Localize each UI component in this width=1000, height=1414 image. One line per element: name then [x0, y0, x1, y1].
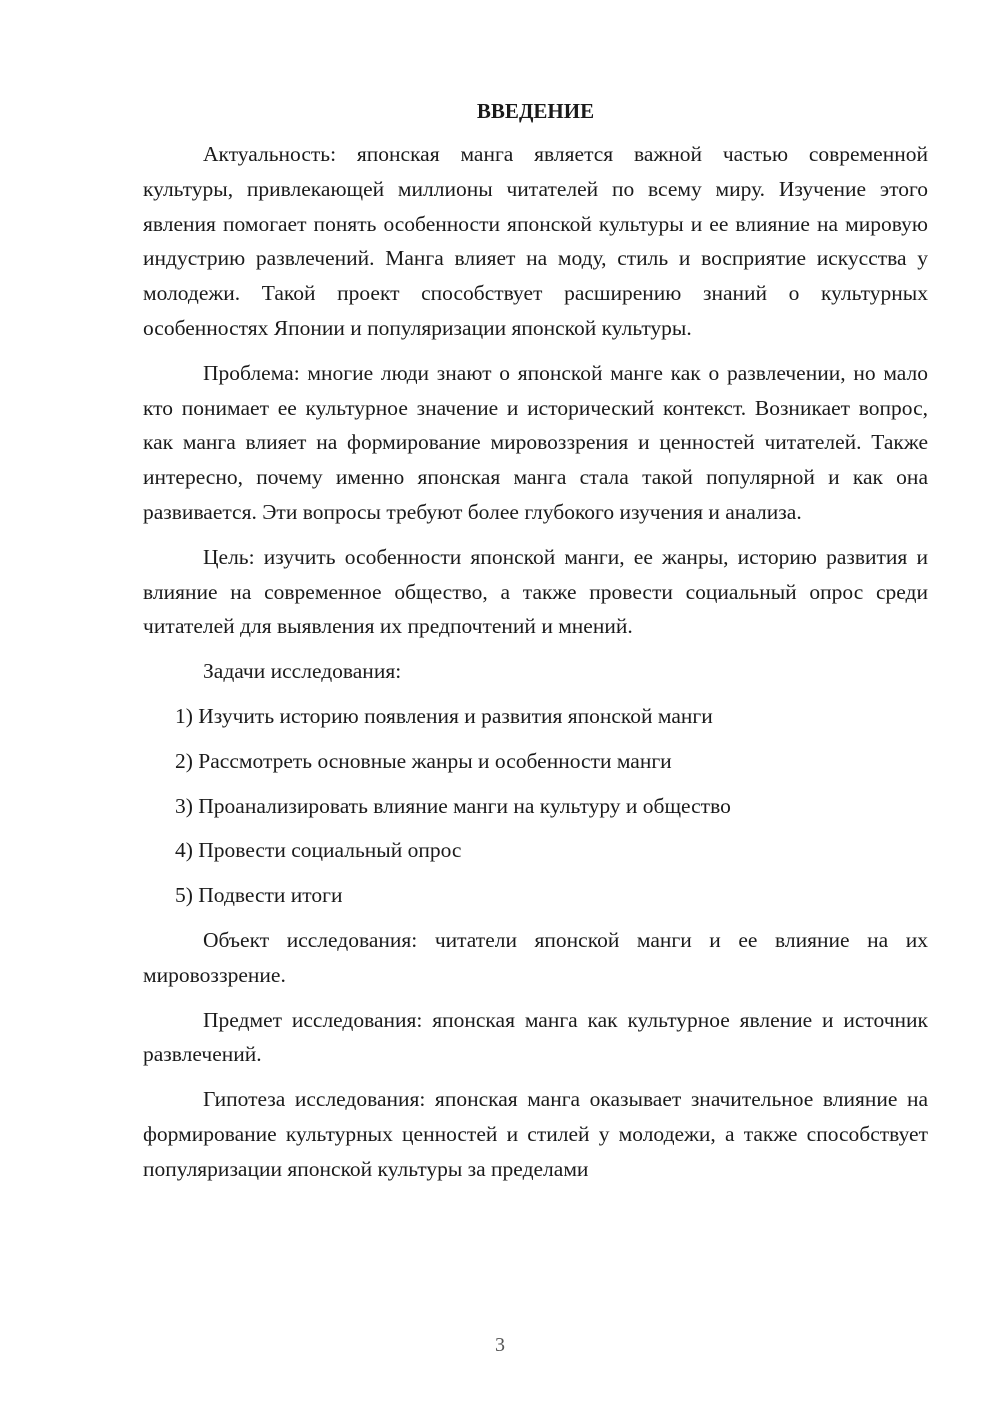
task-item: 4) Провести социальный опрос	[175, 838, 462, 863]
task-item: 2) Рассмотреть основные жанры и особенности манги	[175, 748, 672, 773]
task-item: 1) Изучить историю появления и развития японской манги	[175, 703, 713, 728]
paragraph-subject: Предмет исследования: японская манга как культурное явление и источник развлечений.	[143, 1007, 928, 1067]
paragraph-object: Объект исследования: читатели японской манги и ее влияние на их мировоззрение.	[143, 927, 928, 987]
paragraph-goal: Цель: изучить особенности японской манги, ее жанры, историю развития и влияние на современное общество, а также провести социальный опрос среди читателей для выявления их предпочтений и мнений.	[143, 544, 928, 639]
page-title: ВВЕДЕНИЕ	[476, 99, 595, 123]
task-item: 5) Подвести итоги	[175, 883, 343, 908]
document-page	[143, 96, 928, 1197]
page-number: 3	[495, 1334, 505, 1356]
tasks-heading: Задачи исследования:	[203, 659, 402, 684]
paragraph-hypothesis: Гипотеза исследования: японская манга оказывает значительное влияние на формирование культурных ценностей и стилей у молодежи, а также способствует популяризации японской культуры за пределами	[143, 1087, 928, 1181]
paragraph-problem: Проблема: многие люди знают о японской манге как о развлечении, но мало кто понимает ее культурное значение и исторический контекст. Возникает вопрос, как манга влияет на формирование мировоззрения и ценностей читателей. Также интересно, почему именно японская манга стала такой популярной и как она развивается. Эти вопросы требуют более глубокого изучения и анализа.	[143, 360, 928, 524]
task-item: 3) Проанализировать влияние манги на культуру и общество	[175, 793, 731, 818]
paragraph-relevance: Актуальность: японская манга является важной частью современной культуры, привлекающей миллионы читателей по всему миру. Изучение этого явления помогает понять особенности японской культуры и ее влияние на мировую индустрию развлечений. Манга влияет на моду, стиль и восприятие искусства у молодежи. Такой проект способствует расширению знаний о культурных особенностях Японии и популяризации японской культуры.	[143, 142, 928, 340]
